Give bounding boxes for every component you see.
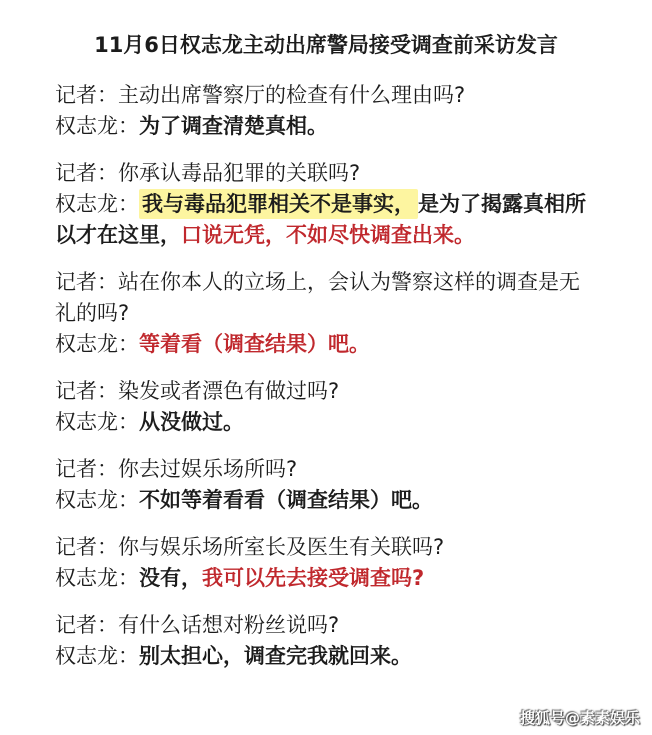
reporter-label: 记者：: [55, 613, 118, 637]
question-text: 你承认毒品犯罪的关联吗?: [118, 161, 361, 185]
qa-block: [55, 267, 632, 360]
answer-line-continued: [55, 220, 632, 251]
answer-line: [55, 111, 632, 142]
answer-text: 是为了揭露真相所: [418, 192, 586, 216]
speaker-label: 权志龙：: [55, 488, 139, 512]
speaker-label: 权志龙：: [55, 192, 139, 216]
document-title: 11月6日权志龙主动出席警局接受调查前采访发言: [94, 33, 558, 57]
qa-block: [55, 454, 632, 516]
speaker-label: 权志龙：: [55, 410, 139, 434]
reporter-label: 记者：: [55, 379, 118, 403]
question-text: 你去过娱乐场所吗?: [118, 457, 298, 481]
answer-line: [55, 189, 632, 220]
emphasized-answer-text: 等着看（调查结果）吧。: [139, 332, 370, 356]
qa-block: [55, 80, 632, 142]
speaker-label: 权志龙：: [55, 644, 139, 668]
qa-block: [55, 532, 632, 594]
interview-transcript: [55, 80, 632, 688]
emphasized-answer-text: 我可以先去接受调查吗?: [202, 566, 425, 590]
question-text: 有什么话想对粉丝说吗?: [118, 613, 340, 637]
qa-block: [55, 610, 632, 672]
question-line: [55, 267, 632, 298]
question-line: [55, 454, 632, 485]
answer-text: 从没做过。: [139, 410, 244, 434]
answer-text: 为了调查清楚真相。: [139, 114, 328, 138]
question-text: 礼的吗?: [55, 301, 130, 325]
reporter-label: 记者：: [55, 457, 118, 481]
answer-text: 没有，: [139, 566, 202, 590]
question-text: 站在你本人的立场上，会认为警察这样的调查是无: [118, 270, 580, 294]
answer-line: [55, 563, 632, 594]
qa-block: [55, 376, 632, 438]
answer-text: 别太担心，调查完我就回来。: [139, 644, 412, 668]
answer-text: 不如等着看看（调查结果）吧。: [139, 488, 433, 512]
reporter-label: 记者：: [55, 535, 118, 559]
reporter-label: 记者：: [55, 270, 118, 294]
answer-line: [55, 485, 632, 516]
question-line: [55, 80, 632, 111]
reporter-label: 记者：: [55, 83, 118, 107]
question-line: [55, 376, 632, 407]
qa-block: [55, 158, 632, 251]
answer-line: [55, 407, 632, 438]
question-text: 染发或者漂色有做过吗?: [118, 379, 340, 403]
watermark: 搜狐号@素素娱乐: [519, 709, 640, 727]
answer-line: [55, 329, 632, 360]
question-line: [55, 158, 632, 189]
question-text: 你与娱乐场所室长及医生有关联吗?: [118, 535, 445, 559]
question-line: [55, 610, 632, 641]
speaker-label: 权志龙：: [55, 332, 139, 356]
reporter-label: 记者：: [55, 161, 118, 185]
answer-text: 以才在这里，: [55, 223, 181, 247]
answer-line: [55, 641, 632, 672]
speaker-label: 权志龙：: [55, 114, 139, 138]
highlighted-answer-text: 我与毒品犯罪相关不是事实，: [139, 189, 418, 219]
question-text: 主动出席警察厅的检查有什么理由吗?: [118, 83, 466, 107]
emphasized-answer-text: 口说无凭，不如尽快调查出来。: [181, 223, 475, 247]
speaker-label: 权志龙：: [55, 566, 139, 590]
question-line-continued: [55, 298, 632, 329]
question-line: [55, 532, 632, 563]
